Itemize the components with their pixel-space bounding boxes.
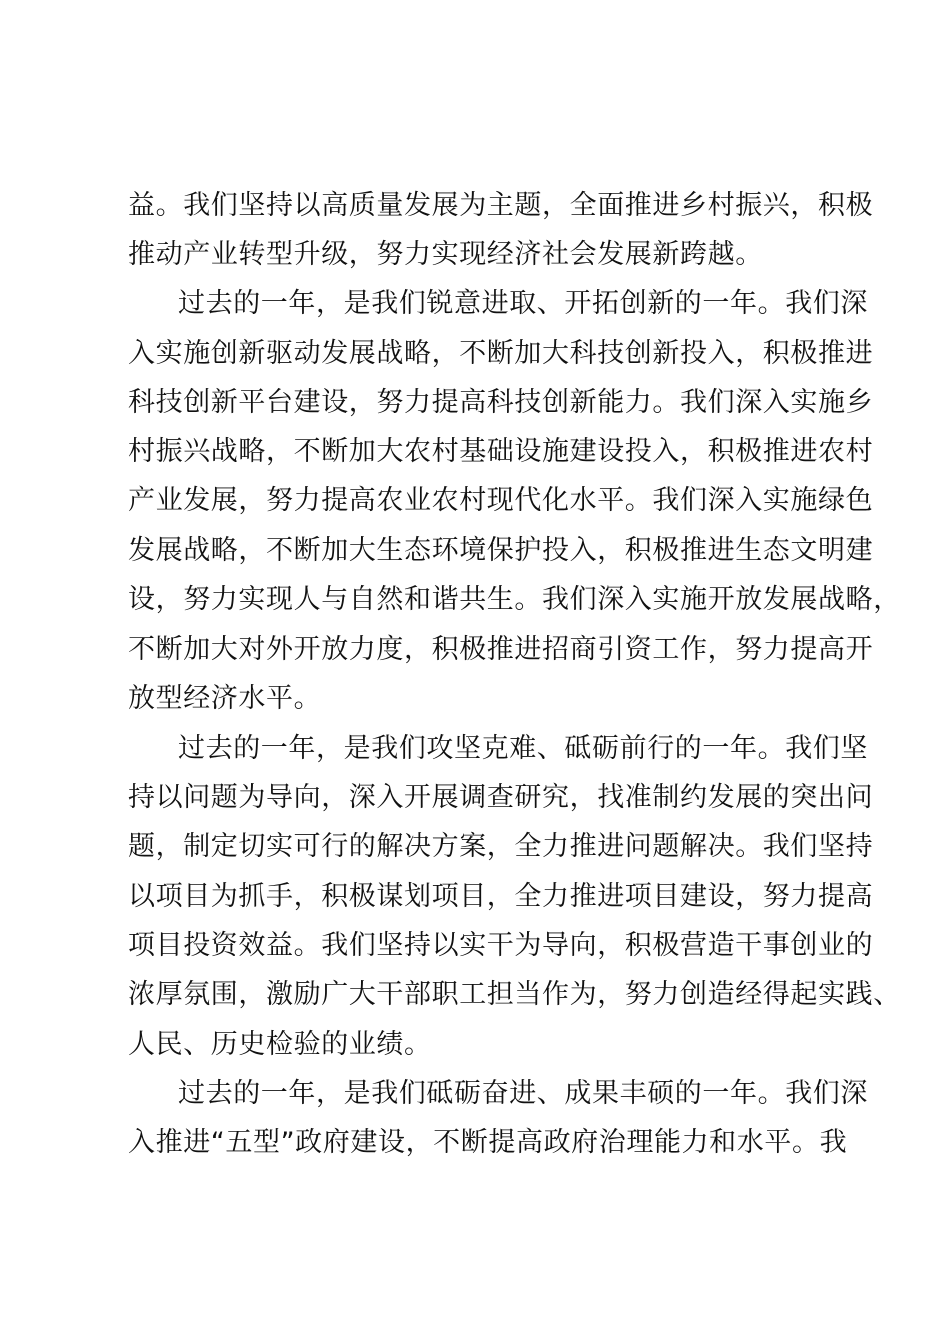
text-line: 不断加大对外开放力度，积极推进招商引资工作，努力提高开 [128,634,874,665]
text-line: 题，制定切实可行的解决方案，全力推进问题解决。我们坚持 [128,831,874,862]
text-line: 村振兴战略，不断加大农村基础设施建设投入，积极推进农村 [128,436,874,467]
paragraph-start-line: 过去的一年，是我们锐意进取、开拓创新的一年。我们深 [178,288,868,319]
text-line: 发展战略，不断加大生态环境保护投入，积极推进生态文明建 [128,535,874,566]
paragraph-start-line: 过去的一年，是我们攻坚克难、砥砺前行的一年。我们坚 [178,733,868,764]
text-line: 入推进“五型”政府建设，不断提高政府治理能力和水平。我 [128,1127,848,1158]
text-line: 入实施创新驱动发展战略，不断加大科技创新投入，积极推进 [128,338,874,369]
text-line: 益。我们坚持以高质量发展为主题，全面推进乡村振兴，积极 [128,190,874,221]
text-line: 人民、历史检验的业绩。 [128,1029,432,1060]
text-line: 放型经济水平。 [128,683,322,714]
text-line: 项目投资效益。我们坚持以实干为导向，积极营造干事创业的 [128,930,874,961]
text-line: 以项目为抓手，积极谋划项目，全力推进项目建设，努力提高 [128,881,874,912]
text-line: 产业发展，努力提高农业农村现代化水平。我们深入实施绿色 [128,485,874,516]
text-line: 科技创新平台建设，努力提高科技创新能力。我们深入实施乡 [128,387,874,418]
paragraph-start-line: 过去的一年，是我们砥砺奋进、成果丰硕的一年。我们深 [178,1078,868,1109]
text-line: 设，努力实现人与自然和谐共生。我们深入实施开放发展战略， [128,584,901,615]
text-line: 持以问题为导向，深入开展调查研究，找准制约发展的突出问 [128,782,874,813]
text-line: 浓厚氛围，激励广大干部职工担当作为，努力创造经得起实践、 [128,979,901,1010]
text-line: 推动产业转型升级，努力实现经济社会发展新跨越。 [128,239,763,270]
